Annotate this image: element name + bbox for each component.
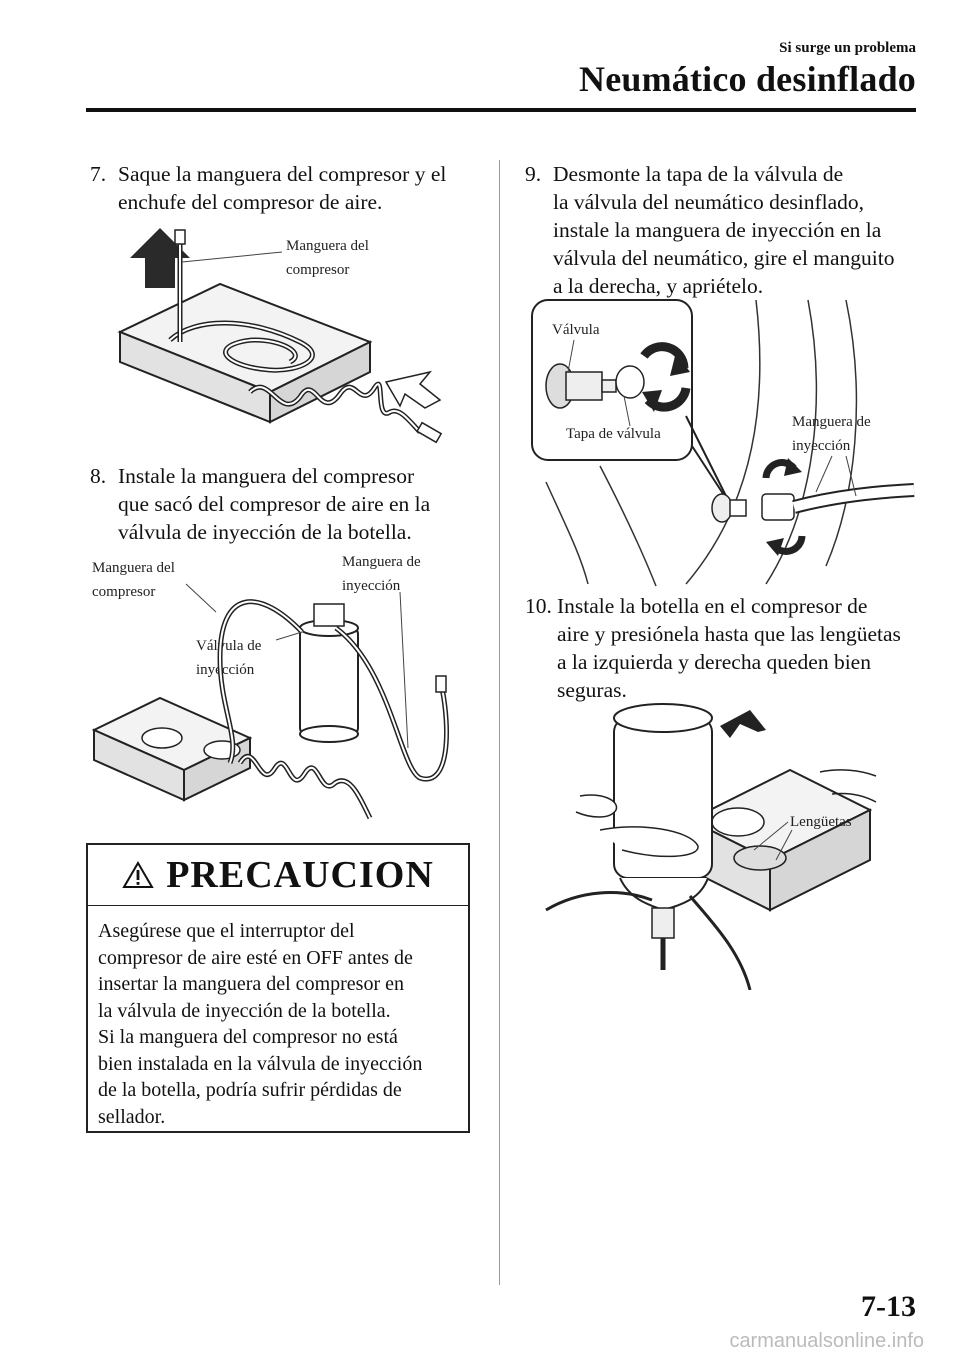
step-10	[525, 592, 925, 704]
label-compressor-hose-2: compresor	[286, 262, 350, 278]
label-compressor-hose-2: compresor	[92, 584, 156, 600]
page-title: Neumático desinflado	[579, 59, 916, 99]
arrow-push-icon	[720, 710, 766, 738]
label-compressor-hose-1: Manguera del	[286, 238, 369, 254]
step-number: 9.	[525, 162, 542, 186]
caution-header	[88, 845, 468, 906]
step-7	[90, 160, 480, 216]
figure-install-bottle	[540, 700, 880, 990]
label-injection-hose-1: Manguera de	[342, 554, 421, 570]
step-text: Instale la manguera del compresor que sacó del compresor de aire en la válvula de inyección de la botella.	[118, 464, 431, 544]
label-injection-hose-2: inyección	[342, 578, 401, 594]
figure-compressor-hose	[100, 222, 480, 458]
label-compressor-hose-1: Manguera del	[92, 560, 175, 576]
label-injection-valve-2: inyección	[196, 662, 255, 678]
header-rule	[86, 108, 916, 112]
step-text: Instale la botella en el compresor de aire y presiónela hasta que las lengüetas a la izquierda y derecha queden bien seguras.	[557, 594, 901, 702]
step-text: Desmonte la tapa de la válvula de la válvula del neumático desinflado, instale la manguera de inyección en la válvula del neumático, gire el manguito a la derecha, y apriételo.	[553, 162, 895, 298]
watermark: carmanualsonline.info	[729, 1330, 924, 1352]
page-number: 7-13	[861, 1290, 916, 1323]
arrow-out-icon	[386, 372, 440, 408]
step-number: 8.	[90, 464, 107, 488]
caution-text: Asegúrese que el interruptor del compresor de aire esté en OFF antes de insertar la manguera del compresor en la válvula de inyección de la botella. Si la manguera del compresor no está bien instalada en la válvula de inyección de la botella, podría sufrir pérdidas de sellador.	[98, 920, 423, 1128]
caution-box	[86, 843, 470, 1133]
label-injection-hose-2: inyección	[792, 438, 851, 454]
section-title: Si surge un problema	[779, 40, 916, 56]
warning-triangle-icon	[122, 861, 154, 889]
step-9	[525, 160, 925, 300]
label-valve-cap: Tapa de válvula	[566, 426, 661, 442]
step-number: 10.	[525, 594, 552, 618]
label-valve: Válvula	[552, 322, 600, 338]
figure-tire-valve	[526, 296, 920, 588]
step-text: Saque la manguera del compresor y el enchufe del compresor de aire.	[118, 162, 447, 214]
label-injection-hose-1: Manguera de	[792, 414, 871, 430]
column-divider	[499, 160, 500, 1285]
label-injection-valve-1: Válvula de	[196, 638, 262, 654]
step-number: 7.	[90, 162, 107, 186]
figure-bottle-connection	[90, 548, 470, 833]
caution-title: PRECAUCION	[166, 854, 434, 896]
label-tabs: Lengüetas	[790, 814, 852, 830]
step-8	[90, 462, 480, 546]
